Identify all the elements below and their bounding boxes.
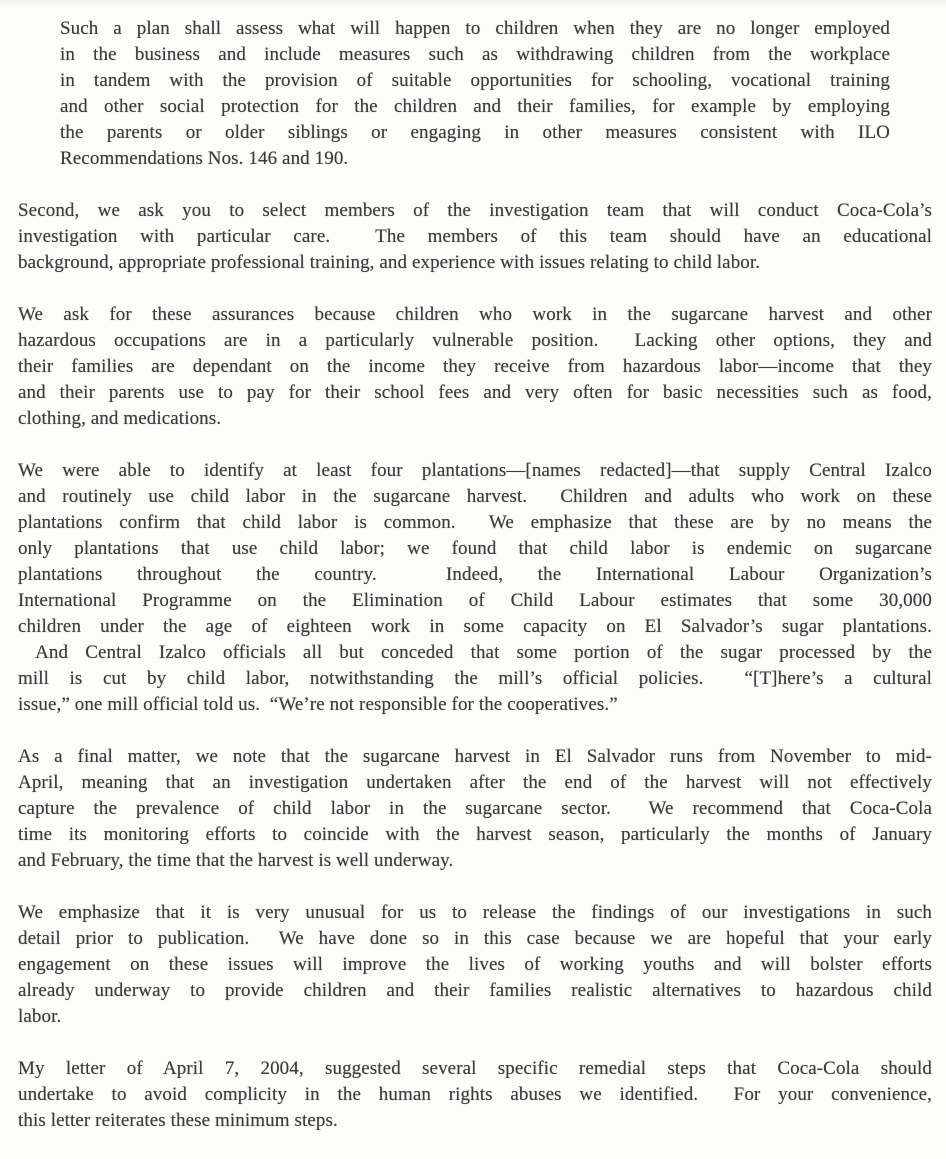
text-line: and February, the time that the harvest is well underway. bbox=[18, 850, 454, 871]
block-quote bbox=[60, 16, 890, 172]
paragraph bbox=[18, 302, 932, 432]
text-line: plantations throughout the country. Indeed, the International Labour Organization’s bbox=[18, 564, 932, 585]
paragraph bbox=[18, 458, 932, 718]
text-line: mill is cut by child labor, notwithstanding the mill’s official policies. “[T]here’s a cultural bbox=[18, 668, 932, 689]
text-line: hazardous occupations are in a particularly vulnerable position. Lacking other options, they and bbox=[18, 330, 932, 351]
paragraph bbox=[18, 744, 932, 874]
text-line: As a final matter, we note that the sugarcane harvest in El Salvador runs from November to mid- bbox=[18, 746, 932, 767]
text-line: Second, we ask you to select members of the investigation team that will conduct Coca-Cola’s bbox=[18, 200, 932, 221]
text-line: already underway to provide children and their families realistic alternatives to hazardous child bbox=[18, 980, 932, 1001]
text-line: My letter of April 7, 2004, suggested several specific remedial steps that Coca-Cola should bbox=[18, 1058, 932, 1079]
text-line: investigation with particular care. The members of this team should have an educational bbox=[18, 226, 932, 247]
text-line: We ask for these assurances because children who work in the sugarcane harvest and other bbox=[18, 304, 932, 325]
text-line: labor. bbox=[18, 1006, 62, 1027]
text-line: children under the age of eighteen work in some capacity on El Salvador’s sugar plantations. bbox=[18, 616, 932, 637]
text-line: plantations confirm that child labor is common. We emphasize that these are by no means the bbox=[18, 512, 932, 533]
text-line: We emphasize that it is very unusual for us to release the findings of our investigations in such bbox=[18, 902, 932, 923]
paragraph bbox=[18, 198, 932, 276]
text-line: Recommendations Nos. 146 and 190. bbox=[60, 148, 349, 169]
text-line: undertake to avoid complicity in the human rights abuses we identified. For your convenience, bbox=[18, 1084, 932, 1105]
paragraph bbox=[18, 900, 932, 1030]
paragraph bbox=[18, 1056, 932, 1134]
text-line: only plantations that use child labor; we found that child labor is endemic on sugarcane bbox=[18, 538, 932, 559]
text-line: time its monitoring efforts to coincide with the harvest season, particularly the months of January bbox=[18, 824, 932, 845]
text-line: and other social protection for the children and their families, for example by employing bbox=[60, 96, 890, 117]
text-line: clothing, and medications. bbox=[18, 408, 222, 429]
text-line: detail prior to publication. We have done so in this case because we are hopeful that your early bbox=[18, 928, 932, 949]
text-line: in the business and include measures such as withdrawing children from the workplace bbox=[60, 44, 890, 65]
text-line: and their parents use to pay for their school fees and very often for basic necessities such as food, bbox=[18, 382, 932, 403]
text-line: We were able to identify at least four plantations—[names redacted]—that supply Central Izalco bbox=[18, 460, 932, 481]
text-line: April, meaning that an investigation undertaken after the end of the harvest will not effectively bbox=[18, 772, 932, 793]
text-line: this letter reiterates these minimum steps. bbox=[18, 1110, 338, 1131]
text-line: engagement on these issues will improve the lives of working youths and will bolster efforts bbox=[18, 954, 932, 975]
text-line: and routinely use child labor in the sugarcane harvest. Children and adults who work on these bbox=[18, 486, 932, 507]
text-line: capture the prevalence of child labor in the sugarcane sector. We recommend that Coca-Cola bbox=[18, 798, 932, 819]
text-line: background, appropriate professional training, and experience with issues relating to child labor. bbox=[18, 252, 761, 273]
text-line: International Programme on the Elimination of Child Labour estimates that some 30,000 bbox=[18, 590, 932, 611]
text-line: the parents or older siblings or engaging in other measures consistent with ILO bbox=[60, 122, 890, 143]
text-line: Such a plan shall assess what will happen to children when they are no longer employed bbox=[60, 18, 890, 39]
text-line: issue,” one mill official told us. “We’re not responsible for the cooperatives.” bbox=[18, 694, 618, 715]
text-line: in tandem with the provision of suitable opportunities for schooling, vocational training bbox=[60, 70, 890, 91]
text-line: And Central Izalco officials all but conceded that some portion of the sugar processed by the bbox=[18, 642, 932, 663]
text-line: their families are dependant on the income they receive from hazardous labor—income that they bbox=[18, 356, 932, 377]
